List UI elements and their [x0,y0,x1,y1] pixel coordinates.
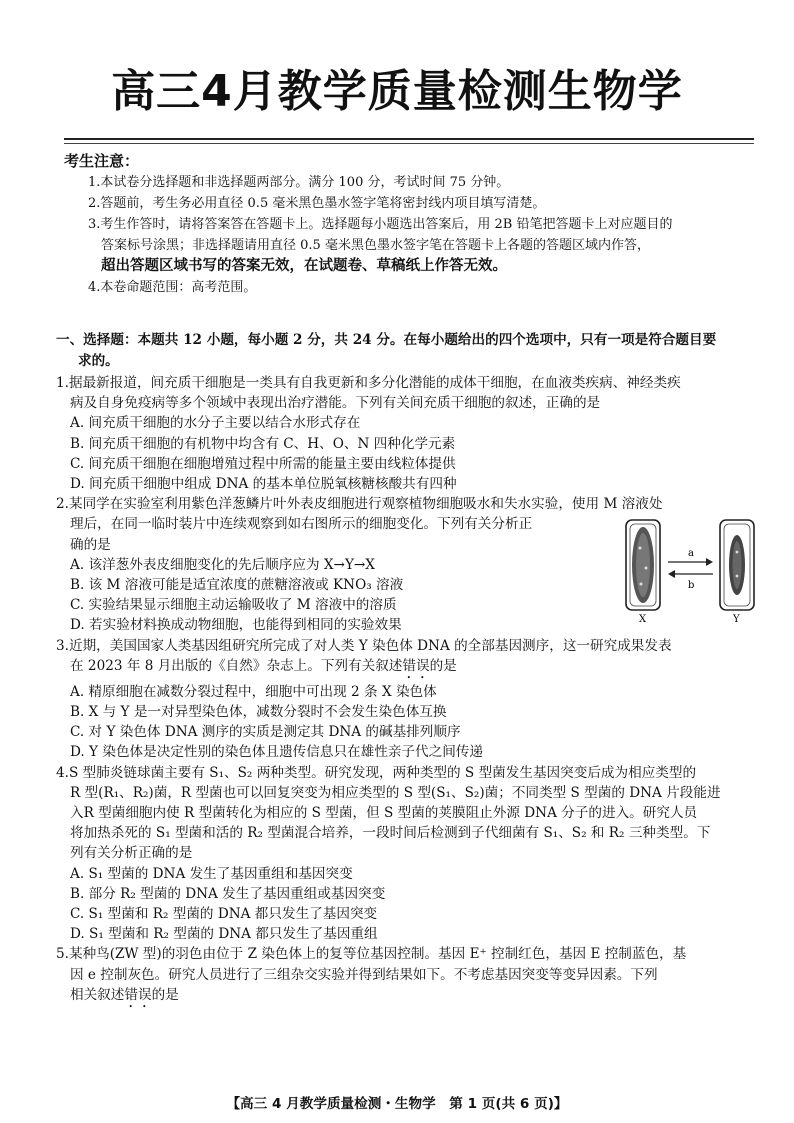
cell-label-y: Y [733,614,740,624]
question-stem: 1.据最新报道，间充质干细胞是一类具有自我更新和多分化潜能的成体干细胞，在血液类疾病、神经类疾 [56,375,681,391]
question-stem: 将加热杀死的 S₁ 型菌和活的 R₂ 型菌混合培养，一段时间后检测到子代细菌有 S₁、S₂ 和 R₂ 三种类型。下 [70,825,711,842]
question-stem [56,985,761,1011]
emphasis-text: 错误 [124,986,152,1003]
notice-item: 答案标号涂黑；非选择题请用直径 0.5 毫米黑色墨水签字笔在答题卡上各题的答题区域内作答， [101,238,650,253]
divider [64,138,754,140]
question-stem: 理后，在同一临时装片中连续观察到如右图所示的细胞变化。下列有关分析正 [70,516,533,533]
arrow-b [668,570,713,578]
question-stem: 确的是 [70,536,111,553]
question-stem [56,656,761,682]
stem-text: 的是 [429,657,457,674]
option-a: A. 精原细胞在减数分裂过程中，细胞中可出现 2 条 X 染色体 [70,683,437,700]
option-c: C. 实验结果显示细胞主动运输吸收了 M 溶液中的溶质 [70,597,397,614]
arrow-label-a: a [688,548,694,559]
question-list [56,373,761,1011]
cell-x [626,520,660,610]
question-stem: 2.某同学在实验室利用紫色洋葱鳞片叶外表皮细胞进行观察植物细胞吸水和失水实验，使用 M 溶液处 [56,496,663,513]
cell-diagram [620,518,760,624]
question-3 [56,636,761,763]
page-footer: 【高三 4 月教学质量检测・生物学 第 1 页(共 6 页)】 [226,1096,568,1112]
option-a: A. S₁ 型菌的 DNA 发生了基因重组和基因突变 [70,865,353,882]
question-5 [56,944,761,1010]
option-d: D. 间充质干细胞中组成 DNA 的基本单位脱氧核糖核酸共有四种 [70,476,457,493]
question-1 [56,373,761,494]
stem-text: 相关叙述 [70,986,125,1003]
section-line: 一、选择题：本题共 12 小题，每小题 2 分，共 24 分。在每小题给出的四个选项中，只有一项是符合题目要 [56,332,717,348]
notice-heading: 考生注意： [64,152,140,170]
arrow-a [668,558,713,566]
stem-text: 的是 [151,986,179,1003]
option-d: D. Y 染色体是决定性别的染色体且遗传信息只在雄性亲子代之间传递 [70,744,483,761]
question-stem: 病及自身免疫病等多个领域中表现出治疗潜能。下列有关间充质干细胞的叙述，正确的是 [70,395,601,412]
option-c: C. 间充质干细胞在细胞增殖过程中所需的能量主要由线粒体提供 [70,455,456,472]
notice-item: 4.本卷命题范围：高考范围。 [88,280,257,295]
option-c: C. 对 Y 染色体 DNA 测序的实质是测定其 DNA 的碱基排列顺序 [70,724,461,741]
cell-y [720,520,754,610]
question-stem: 入R 型菌细胞内使 R 型菌转化为相应的 S 型菌，但 S 型菌的荚膜阻止外源 DNA 分子的进入。研究人员 [70,805,698,822]
notice-list [88,172,758,298]
question-stem: 列有关分析正确的是 [70,845,193,862]
option-a: A. 该洋葱外表皮细胞变化的先后顺序应为 X→Y→X [70,556,375,573]
question-stem: 3.近期，美国国家人类基因组研究所完成了对人类 Y 染色体 DNA 的全部基因测序，这一研究成果发表 [56,637,672,654]
notice-item: 3.考生作答时，请将答案答在答题卡上。选择题每小题选出答案后，用 2B 铅笔把答题卡上对应题目的 [88,217,673,232]
question-4 [56,763,761,945]
option-d: D. 若实验材料换成动物细胞，也能得到相同的实验效果 [70,617,402,634]
question-stem: 因 e 控制灰色。研究人员进行了三组杂交实验并得到结果如下。不考虑基因突变等变异因素。下列 [70,966,658,983]
option-b: B. X 与 Y 是一对异型染色体，减数分裂时不会发生染色体互换 [70,704,447,721]
divider [64,143,754,144]
stem-text: 在 2023 年 8 月出版的《自然》杂志上。下列有关叙述 [70,657,403,674]
option-a: A. 间充质干细胞的水分子主要以结合水形式存在 [70,415,361,432]
option-c: C. S₁ 型菌和 R₂ 型菌的 DNA 都只发生了基因突变 [70,906,378,923]
page-title: 高三4月教学质量检测生物学 [111,66,683,117]
notice-item-emphasis: 超出答题区域书写的答案无效，在试题卷、草稿纸上作答无效。 [101,258,507,274]
section-line: 求的。 [78,353,119,369]
option-b: B. 该 M 溶液可能是适宜浓度的蔗糖溶液或 KNO₃ 溶液 [70,577,404,594]
option-b: B. 部分 R₂ 型菌的 DNA 发生了基因重组或基因突变 [70,885,386,902]
arrow-label-b: b [688,580,695,591]
question-stem: 5.某种鸟(ZW 型)的羽色由位于 Z 染色体上的复等位基因控制。基因 E⁺ 控制红色，基因 E 控制蓝色，基 [56,946,687,963]
cell-label-x: X [639,614,647,624]
notice-item: 1.本试卷分选择题和非选择题两部分。满分 100 分，考试时间 75 分钟。 [88,175,510,190]
notice-item: 2.答题前，考生务必用直径 0.5 毫米黑色墨水签字笔将密封线内项目填写清楚。 [88,196,546,211]
emphasis-text: 错误 [402,657,430,674]
question-stem: 4.S 型肺炎链球菌主要有 S₁、S₂ 两种类型。研究发现，两种类型的 S 型菌发生基因突变后成为相应类型的 [56,764,697,781]
question-stem: R 型(R₁、R₂)菌，R 型菌也可以回复突变为相应类型的 S 型(S₁、S₂)菌；不同类型 S 型菌的 DNA 片段能进 [70,784,721,801]
option-b: B. 间充质干细胞的有机物中均含有 C、H、O、N 四种化学元素 [70,435,456,452]
section-heading [56,330,761,372]
option-d: D. S₁ 型菌和 R₂ 型菌的 DNA 都只发生了基因重组 [70,926,378,943]
